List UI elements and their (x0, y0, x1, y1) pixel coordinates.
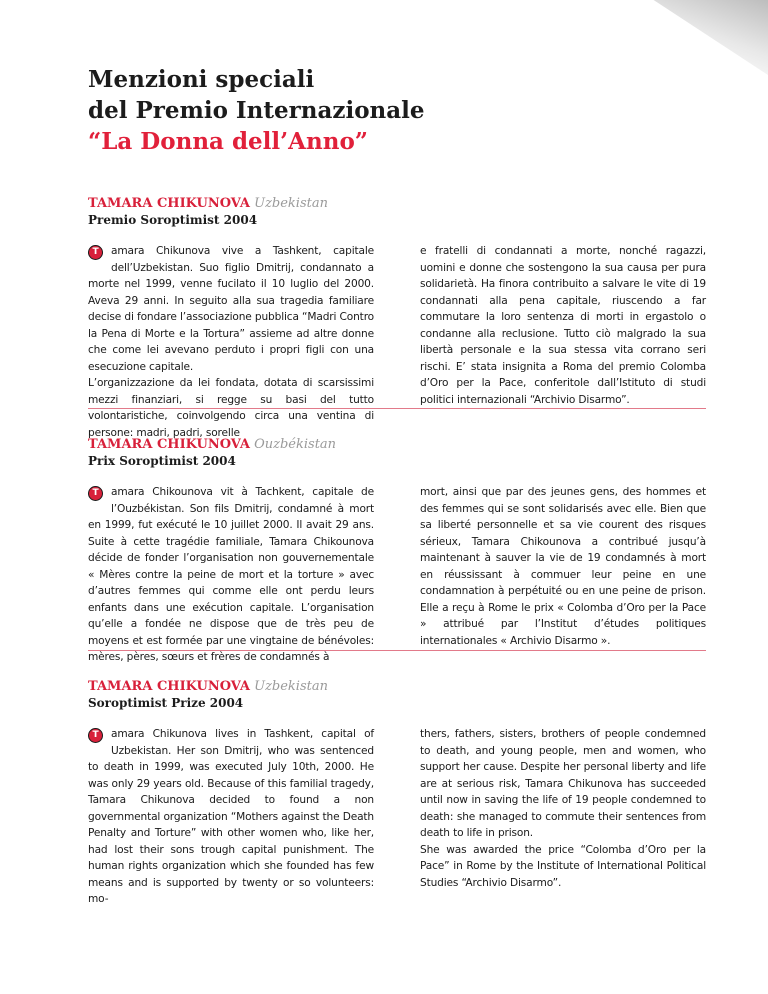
section-italian (88, 195, 706, 441)
right-column (420, 243, 706, 441)
name-line (88, 195, 706, 212)
page-title (88, 64, 425, 157)
paragraph: e fratelli di condannati a morte, nonché ragazzi, uomini e donne che sostengono la sua causa per pura solidarietà. Ha finora contribuito a salvare le vite di 19 condannati alla pena capitale, riuscendo a far commutare la loro sentenza di morti in ergastolo o condanne alla reclusione. Tutto ciò malgrado la sua libertà personale e la sua stessa vita corrano seri rischi. E’ stata insignita a Roma del premio Colomba d’Oro per la Pace, conferitole dall’Istituto di studi politici internazionali “Archivio Disarmo”. (420, 245, 706, 406)
section-heading (88, 436, 706, 470)
section-heading (88, 678, 706, 712)
prize-title: Prix Soroptimist 2004 (88, 454, 236, 468)
paragraph (88, 484, 374, 666)
right-column (420, 484, 706, 666)
section-french (88, 436, 706, 666)
name-line (88, 678, 706, 695)
title-line-2: del Premio Internazionale (88, 97, 425, 124)
person-name: TAMARA CHIKUNOVA (88, 196, 250, 211)
left-column (88, 484, 374, 666)
name-line (88, 436, 706, 453)
paragraph: L’organizzazione da lei fondata, dotata di scarsissimi mezzi finanziari, si regge su basi del tutto volontaristiche, coinvolgendo circa una ventina di persone: madri, padri, sorelle (88, 377, 374, 439)
page-corner-decoration (638, 0, 768, 75)
paragraph: mort, ainsi que par des jeunes gens, des hommes et des femmes qui se sont solidarisés avec elle. Bien que sa liberté personnelle et sa vie courent des risques sérieux, Tamara Chikounova a contribué jusqu’à maintenant à sauver la vie de 19 condamnés à mort en réussissant à commuer leur peine en une condamnation à perpétuité ou en une peine de prison. Elle a reçu à Rome le prix « Colomba d’Oro per la Pace » attribué par l’Institut d’études politiques internationales « Archivio Disarmo ». (420, 486, 706, 647)
dropcap-badge: T (88, 728, 103, 743)
dropcap-badge: T (88, 245, 103, 260)
right-column (420, 726, 706, 908)
paragraph-text: amara Chikunova lives in Tashkent, capital of Uzbekistan. Her son Dmitrij, who was sentenced to death in 1999, was executed July 10th, 2000. He was only 29 years old. Because of this familial tragedy, Tamara Chikunova decided to found a non governmental organization “Mothers against the Death Penalty and Torture” with other women who, like her, had lost their sons trough capital punishment. The human rights organization which she founded has few means and is supported by twenty or so volunteers: mo- (88, 728, 374, 905)
title-line-3: “La Donna dell’Anno” (88, 128, 369, 155)
prize-title: Premio Soroptimist 2004 (88, 213, 258, 227)
text-columns (88, 484, 706, 666)
person-name: TAMARA CHIKUNOVA (88, 679, 250, 694)
paragraph-text: amara Chikunova vive a Tashkent, capitale dell’Uzbekistan. Suo figlio Dmitrij, condannato a morte nel 1999, venne fucilato il 10 luglio del 2000. Aveva 29 anni. In seguito alla sua tragedia familiare decise di fondare l’associazione pubblica “Madri Contro la Pena di Morte e la Tortura” assieme ad altre donne che come lei avevano perduto i propri figli con una esecuzione capitale. (88, 245, 374, 373)
paragraph: She was awarded the price “Colomba d’Oro per la Pace” in Rome by the Institute of International Political Studies “Archivio Disarmo”. (420, 843, 706, 889)
paragraph: thers, fathers, sisters, brothers of people condemned to death, and young people, men and women, who support her cause. Despite her personal liberty and life are at serious risk, Tamara Chikunova has succeeded until now in saving the life of 19 people condemned to death: she managed to commute their sentences from death to life in prison. (420, 728, 706, 839)
section-heading (88, 195, 706, 229)
dropcap-badge: T (88, 486, 103, 501)
section-divider (88, 650, 706, 651)
title-line-1: Menzioni speciali (88, 66, 315, 93)
country-name: Ouzbékistan (254, 437, 337, 452)
left-column (88, 243, 374, 441)
section-english (88, 678, 706, 908)
left-column (88, 726, 374, 908)
country-name: Uzbekistan (254, 679, 328, 694)
paragraph (88, 726, 374, 908)
text-columns (88, 726, 706, 908)
paragraph (88, 243, 374, 375)
section-divider (88, 408, 706, 409)
person-name: TAMARA CHIKUNOVA (88, 437, 250, 452)
country-name: Uzbekistan (254, 196, 328, 211)
prize-title: Soroptimist Prize 2004 (88, 696, 244, 710)
text-columns (88, 243, 706, 441)
paragraph-text: amara Chikounova vit à Tachkent, capitale de l’Ouzbékistan. Son fils Dmitrij, condamné à mort en 1999, fut exécuté le 10 juillet 2000. Il avait 29 ans. Suite à cette tragédie familiale, Tamara Chikounova décide de fonder l’organisation non gouvernementale « Mères contre la peine de mort et la torture » avec d’autres femmes qui comme elle ont perdu leurs enfants dans une exécution capitale. L’organisation qu’elle a fondée ne dispose que de très peu de moyens et est formée par une vingtaine de bénévoles: mères, pères, sœurs et frères de condamnés à (88, 486, 374, 663)
